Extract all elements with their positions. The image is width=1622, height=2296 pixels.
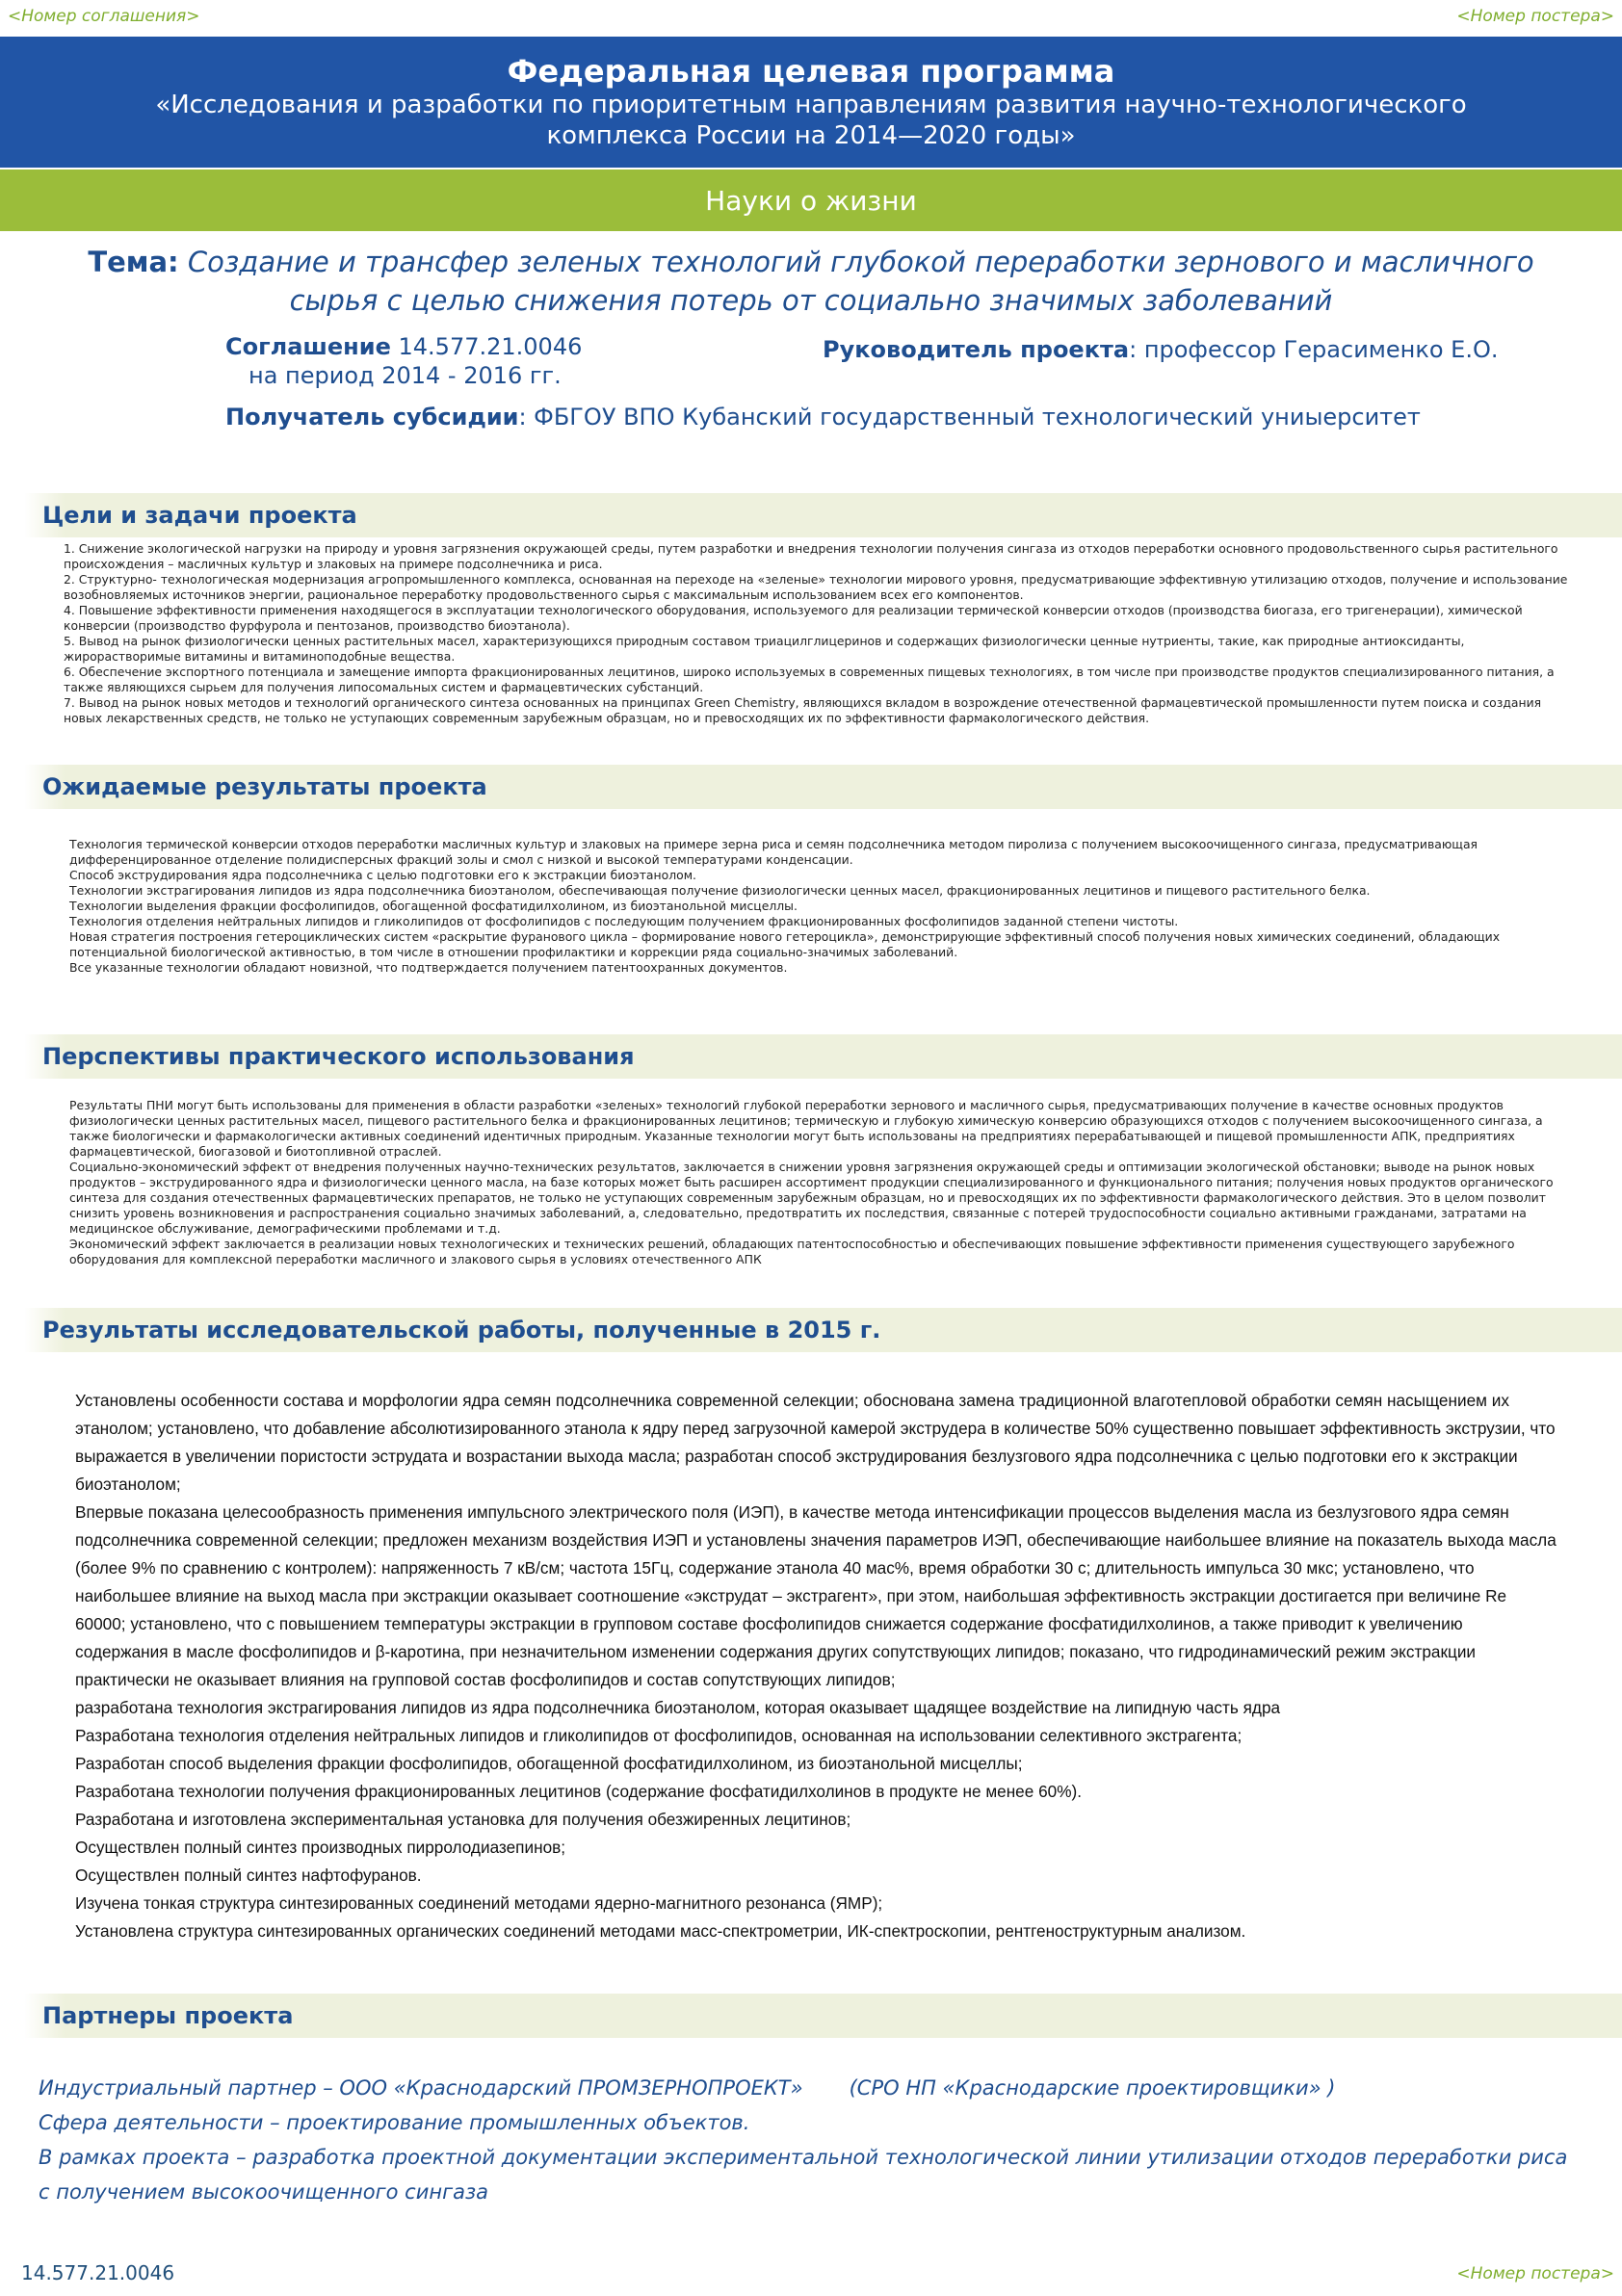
list-item: 1. Снижение экологической нагрузки на природу и уровня загрязнения окружающей среды, путем разработки и внедрения технологии получения сингаза из отходов переработки основного продовольственного сырья растительного происхождения – масличных культур и злаковых на примере подсолнечника и риса. [64,541,1558,571]
section-goals-title: Цели и задачи проекта [42,502,357,529]
section-expected-title: Ожидаемые результаты проекта [42,773,487,800]
section-results-header [0,1308,1622,1352]
list-item: Изучена тонкая структура синтезированных соединений методами ядерно-магнитного резонанса (ЯМР); [75,1893,883,1913]
sro-partner: (СРО НП «Краснодарские проектировщики» ) [849,2076,1336,2100]
list-item: Технология отделения нейтральных липидов и гликолипидов от фосфолипидов с последующим получением фракционированных фосфолипидов заданной степени чистоты. [69,914,1179,928]
list-item: Технологии выделения фракции фосфолипидов, обогащенной фосфатидилхолином, из биоэтанольной мисцеллы. [69,899,798,913]
recipient-value: : ФБГОУ ВПО Кубанский государственный технологический униыерситет [518,404,1421,430]
list-item: Установлена структура синтезированных органических соединений методами масс-спектрометрии, ИК-спектроскопии, рентгеноструктурным анализом. [75,1921,1246,1941]
poster-number-placeholder-top: <Номер постера> [1456,7,1614,26]
list-item: Результаты ПНИ могут быть использованы для применения в области разработки «зеленых» технологий глубокой переработки зернового и масличного сырья, предусматривающих получение в качестве основных продуктов физиологически ценных растительных масел, пищевого растительного белка и фракционированных лецитинов; термическую и глубокую химическую конверсию образующихся отходов с получением высокоочищенного сингаза, а также биологически и фармакологически активных соединений идентичных природным. Указанные технологии могут быть использованы на предприятиях перерабатывающей и пищевой промышленности АПК, предприятиях фармацевтической, биогазовой и биотопливной отраслей. [69,1098,1543,1159]
partners-text [39,2071,1580,2209]
section-partners-title: Партнеры проекта [42,2002,294,2029]
partner-line-industrial [39,2071,1580,2105]
leader-label: Руководитель проекта [823,336,1130,363]
section-prospects-title: Перспективы практического использования [42,1043,635,1070]
topic-label: Тема: [88,246,179,278]
section-expected-header [0,765,1622,809]
section-prospects-header [0,1034,1622,1079]
list-item: Разработан способ выделения фракции фосфолипидов, обогащенной фосфатидилхолином, из биоэтанольной мисцеллы; [75,1754,1023,1773]
list-item: Разработана и изготовлена экспериментальная установка для получения обезжиренных лецитинов; [75,1810,851,1829]
list-item: Разработана технология отделения нейтральных липидов и гликолипидов от фосфолипидов, основанная на использовании селективного экстрагента; [75,1726,1243,1745]
list-item: Технология термической конверсии отходов переработки масличных культур и злаковых на примере зерна риса и семян подсолнечника методом пиролиза с получением высокоочищенного сингаза, предусматривающая дифференцированное отделение полидисперсных фракций золы и смол с низкой и высокой температурами конденсации. [69,837,1478,867]
section-partners-header [0,1994,1622,2038]
prospects-text [69,1098,1560,1267]
section-goals-header [0,493,1622,537]
recipient-label: Получатель субсидии [225,404,519,430]
list-item: Разработана технологии получения фракционированных лецитинов (содержание фосфатидилхолинов в продукте не менее 60%). [75,1782,1082,1801]
list-item: 6. Обеспечение экспортного потенциала и замещение импорта фракционированных лецитинов, широко используемых в современных пищевых технологиях, в том числе при производстве продуктов специализированного питания, а также являющихся сырьем для получения липосомальных систем и фармацевтических субстанций. [64,665,1555,694]
program-title: Федеральная целевая программа [507,53,1115,90]
leader-value: : профессор Герасименко Е.О. [1129,336,1499,363]
list-item: Все указанные технологии обладают новизной, что подтверждается получением патентоохранных документов. [69,960,788,975]
list-item: Осуществлен полный синтез производных пирролодиазепинов; [75,1838,566,1857]
list-item: Социально-экономический эффект от внедрения полученных научно-технических результатов, заключается в снижении уровня загрязнения окружающей среды и оптимизации экологической обстановки; выводе на рынок новых продуктов – экструдированного ядра и физиологически ценного масла, на базе которых может быть расширен ассортимент продукции специализированного и функционального питания; получения новых продуктов органического синтеза для создания отечественных фармацевтических препаратов, не только не уступающих современным зарубежным образцам, но и превосходящих их по эффективности фармакологического действия. Это в целом позволит снизить уровень возникновения и распространения социально значимых заболеваний, а, следовательно, предотвратить их последствия, связанные с потерей трудоспособности социально активными гражданами, затратами на медицинское обслуживание, демографическими проблемами и т.д. [69,1160,1554,1236]
list-item: 7. Вывод на рынок новых методов и технологий органического синтеза основанных на принципах Green Chemistry, являющихся вкладом в возрождение отечественной фармацевтической промышленности путем поиска и создания новых лекарственных средств, не только не уступающих современным зарубежным образцам, но и превосходящих их по эффективности фармакологического действия. [64,695,1542,725]
agreement-label: Соглашение [225,333,391,360]
list-item: Впервые показана целесообразность применения импульсного электрического поля (ИЭП), в качестве метода интенсификации процессов выделения масла из безлузгового ядра семян подсолнечника современной селекции; предложен механизм воздействия ИЭП и установлены значения параметров ИЭП, обеспечивающие наибольшее влияние на показатель выхода масла (более 9% по сравнению с контролем): напряженность 7 кВ/см; частота 15Гц, содержание этанола 40 мас%, время обработки 30 с; длительность импульса 30 мкс; установлено, что наибольшее влияние на выход масла при экстракции оказывает соотношение «экструдат – экстрагент», при этом, наибольшая эффективность экстракции достигается при величине Re 60000; установлено, что с повышением температуры экстракции в групповом составе фосфолипидов снижается содержание фосфатидилхолинов, а также приводит к увеличению содержания в масле фосфолипидов и β-каротина, при незначительном изменении содержания других сопутствующих липидов; показано, что гидродинамический режим экстракции практически не оказывает влияния на групповой состав фосфолипидов и состав сопутствующих липидов; [75,1502,1557,1689]
list-item: Способ экструдирования ядра подсолнечника с целью подготовки его к экстракции биоэтанолом. [69,868,696,882]
list-item: Установлены особенности состава и морфологии ядра семян подсолнечника современной селекции; обоснована замена традиционной влаготепловой обработки семян насыщением их этанолом; установлено, что добавление абсолютизированного этанола к ядру перед загрузочной камерой экструдера в количестве 50% существенно повышает эффективность экструзии, что выражается в увеличении пористости эструдата и возрастании выхода масла; разработан способ экструдирования безлузгового ядра подсолнечника с целью подготовки его к экстракции биоэтанолом; [75,1391,1556,1494]
list-item: Технологии экстрагирования липидов из ядра подсолнечника биоэтанолом, обеспечивающая получение физиологически ценных масел, фракционированных лецитинов и пищевого растительного белка. [69,883,1371,898]
list-item: Осуществлен полный синтез нафтофуранов. [75,1866,422,1885]
program-header [0,37,1622,168]
project-leader [823,335,1498,364]
list-item: Новая стратегия построения гетероциклических систем «раскрытие фуранового цикла – формирование нового гетероцикла», демонстрирующие эффективный способ получения новых химических соединений, обладающих потенциальной биологической активностью, в том числе в отношении профилактики и коррекции ряда социально-значимых заболеваний. [69,929,1501,959]
agreement-period: на период 2014 - 2016 гг. [249,362,562,389]
footer-agreement-code: 14.577.21.0046 [21,2261,175,2284]
program-subtitle: «Исследования и разработки по приоритетным направлениям развития научно-технологического комплекса России на 2014—2020 годы» [155,91,1467,150]
goals-list [64,541,1574,726]
expected-list [69,837,1553,976]
results-2015-text [75,1387,1558,1945]
section-results-title: Результаты исследовательской работы, полученные в 2015 г. [42,1317,881,1344]
agreement-number-placeholder: <Номер соглашения> [8,7,200,26]
project-topic [48,243,1574,320]
partner-within-project: В рамках проекта – разработка проектной документации экспериментальной технологической линии утилизации отходов переработки риса с получением высокоочищенного сингаза [39,2146,1568,2204]
subsidy-recipient [225,403,1421,431]
partner-sphere: Сфера деятельности – проектирование промышленных объектов. [39,2111,750,2134]
category-band: Науки о жизни [0,170,1622,231]
industrial-partner: Индустриальный партнер – ООО «Краснодарский ПРОМЗЕРНОПРОЕКТ» [39,2076,803,2100]
list-item: разработана технология экстрагирования липидов из ядра подсолнечника биоэтанолом, которая оказывает щадящее воздействие на липидную часть ядра [75,1698,1281,1717]
poster-number-placeholder-bottom: <Номер постера> [1456,2264,1614,2283]
list-item: 5. Вывод на рынок физиологически ценных растительных масел, характеризующихся природным составом триацилглицеринов и содержащих физиологически ценные нутриенты, такие, как природные антиоксиданты, жирорастворимые витамины и витаминоподобные вещества. [64,634,1465,664]
list-item: 2. Структурно- технологическая модернизация агропромышленного комплекса, основанная на переходе на «зеленые» технологии мирового уровня, предусматривающие эффективную утилизацию отходов, получение и использование возобновляемых источников энергии, рациональное переработку продовольственного сырья с максимальным использованием всех его компонентов. [64,572,1568,602]
topic-text: Создание и трансфер зеленых технологий глубокой переработки зернового и масличного сырья с целью снижения потерь от социально значимых заболеваний [187,246,1534,317]
agreement-info [225,332,582,361]
list-item: Экономический эффект заключается в реализации новых технологических и технических решений, обладающих патентоспособностью и обеспечивающих повышение эффективности применения существующего зарубежного оборудования для комплексной переработки масличного и злакового сырья в условиях отечественного АПК [69,1237,1515,1266]
list-item: 4. Повышение эффективности применения находящегося в эксплуатации технологического оборудования, используемого для реализации термической конверсии отходов (производства биогаза, его тригенерации), химической конверсии (производство фурфурола и пентозанов, производство биоэтанола). [64,603,1523,633]
agreement-value: 14.577.21.0046 [398,333,583,360]
